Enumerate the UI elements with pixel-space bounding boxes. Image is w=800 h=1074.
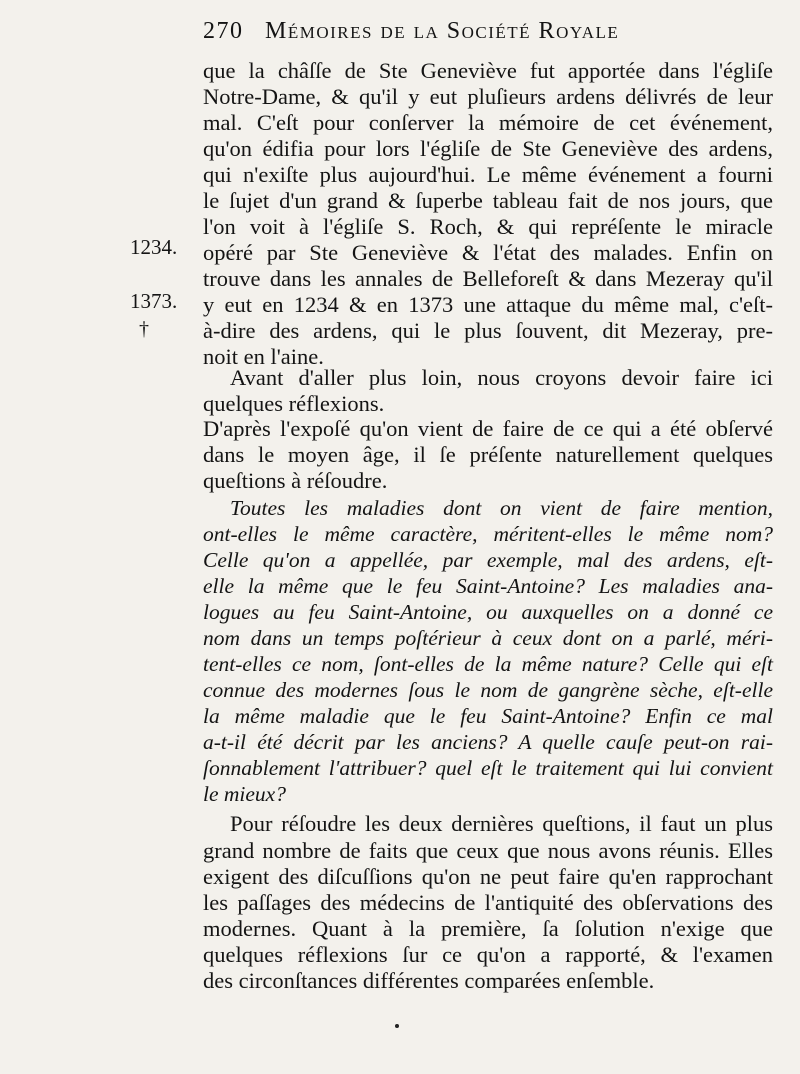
text-line: opéré par Ste Geneviève & l'état des malades. Enfin on — [203, 240, 773, 265]
text-line: Pour réſoudre les deux dernières queſtions, il faut un plus — [230, 811, 773, 836]
italic-line: Toutes les maladies dont on vient de faire mention, — [230, 496, 773, 520]
italic-line: connue des modernes ſous le nom de gangrène sèche, eſt-elle — [203, 678, 773, 702]
text-line: le ſujet d'un grand & ſuperbe tableau fait de nos jours, que — [203, 188, 773, 213]
running-title: Mémoires de la Société Royale — [265, 18, 620, 44]
text-line: qui n'exiſte plus aujourd'hui. Le même événement a fourni — [203, 162, 773, 187]
text-line: quelques réflexions ſur ce qu'on a rapporté, & l'examen — [203, 942, 773, 967]
text-line: les paſſages des médecins de l'antiquité des obſervations des — [203, 890, 773, 915]
text-line: Notre-Dame, & qu'il y eut pluſieurs ardens délivrés de leur — [203, 84, 773, 109]
text-line: trouve dans les annales de Belleforeſt & dans Mezeray qu'il — [203, 266, 773, 291]
page-number: 270 — [203, 18, 244, 44]
text-line: y eut en 1234 & en 1373 une attaque du même mal, c'eſt- — [203, 292, 773, 317]
italic-line: tent-elles ce nom, ſont-elles de la même nature? Celle qui eſt — [203, 652, 773, 676]
running-header — [203, 18, 763, 45]
italic-line: la même maladie que le feu Saint-Antoine? Enfin ce mal — [203, 704, 773, 728]
text-line: grand nombre de faits que ceux que nous avons réunis. Elles — [203, 838, 773, 863]
text-line: qu'on édifia pour lors l'égliſe de Ste Geneviève des ardens, — [203, 136, 773, 161]
text-line: dans le moyen âge, il ſe préſente naturellement quelques — [203, 442, 773, 467]
italic-line: ſonnablement l'attribuer? quel eſt le traitement qui lui convient — [203, 756, 773, 780]
text-line: noit en l'aine. — [203, 344, 324, 369]
ink-speck — [395, 1024, 399, 1028]
italic-line: le mieux? — [203, 782, 286, 806]
italic-line: ont-elles le même caractère, méritent-elles le même nom? — [203, 522, 773, 546]
italic-line: logues au feu Saint-Antoine, ou auxquelles on a donné ce — [203, 600, 773, 624]
text-line: modernes. Quant à la première, ſa ſolution n'exige que — [203, 916, 773, 941]
margin-dagger: † — [139, 318, 149, 340]
text-line: quelques réflexions. — [203, 391, 385, 416]
text-line: à-dire des ardens, qui le plus ſouvent, dit Mezeray, pre- — [203, 318, 773, 343]
italic-line: Celle qu'on a appellée, par exemple, mal des ardens, eſt- — [203, 548, 773, 572]
text-line: D'après l'expoſé qu'on vient de faire de ce qui a été obſervé — [203, 416, 773, 441]
text-line: l'on voit à l'égliſe S. Roch, & qui repréſente le miracle — [203, 214, 773, 239]
text-line: mal. C'eſt pour conſerver la mémoire de cet événement, — [203, 110, 773, 135]
italic-line: a-t-il été décrit par les anciens? A quelle cauſe peut-on rai- — [203, 730, 773, 754]
text-line: Avant d'aller plus loin, nous croyons devoir faire ici — [230, 365, 773, 390]
text-line: que la châſſe de Ste Geneviève fut apportée dans l'égliſe — [203, 58, 773, 83]
text-line: des circonſtances différentes comparées enſemble. — [203, 968, 655, 993]
margin-year-1373: 1373. — [130, 289, 178, 313]
text-line: queſtions à réſoudre. — [203, 468, 388, 493]
italic-line: nom dans un temps poſtérieur à ceux dont on a parlé, méri- — [203, 626, 773, 650]
margin-year-1234: 1234. — [130, 235, 178, 259]
italic-line: elle la même que le feu Saint-Antoine? Les maladies ana- — [203, 574, 773, 598]
text-line: exigent des diſcuſſions qu'on ne peut faire qu'en rapprochant — [203, 864, 773, 889]
